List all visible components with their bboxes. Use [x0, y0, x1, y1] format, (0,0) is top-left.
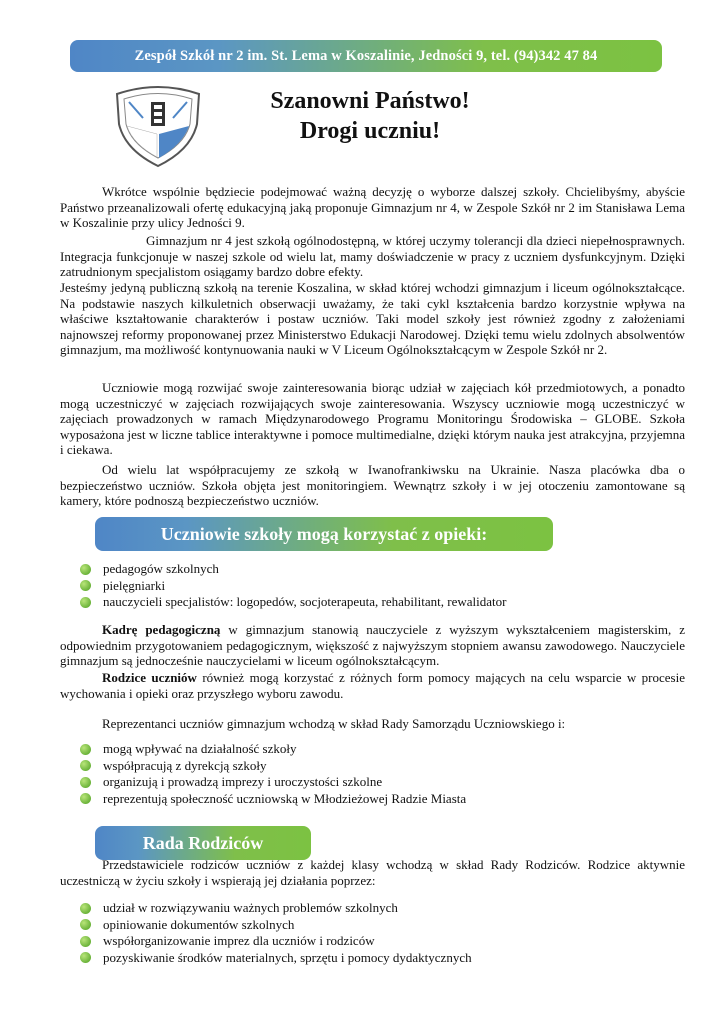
bullet-icon: [80, 793, 91, 804]
staff-paragraph: [60, 622, 685, 669]
parents-paragraph: [60, 670, 685, 701]
bullet-icon: [80, 597, 91, 608]
care-section-heading: [95, 517, 553, 551]
list-item-text: mogą wpływać na działalność szkoły: [103, 741, 297, 756]
bullet-icon: [80, 936, 91, 947]
council-list: [80, 741, 466, 807]
bullet-icon: [80, 919, 91, 930]
parents-council-intro-text: Przedstawiciele rodziców uczniów z każdej klasy wchodzą w skład Rady Rodziców. Rodzice aktywnie uczestniczą w życiu szkoły i wspierają jej działania poprzez:: [60, 857, 685, 888]
list-item: [80, 758, 466, 775]
list-item-text: współorganizowanie imprez dla uczniów i rodziców: [103, 933, 375, 948]
parents-bold-text: Rodzice uczniów: [102, 670, 197, 685]
list-item-text: pozyskiwanie środków materialnych, sprzętu i pomocy dydaktycznych: [103, 949, 472, 965]
list-item: [80, 561, 506, 578]
list-item: [80, 950, 472, 967]
list-item-text: współpracują z dyrekcją szkoły: [103, 757, 267, 773]
intro-p3-text: Jesteśmy jedyną publiczną szkołą na terenie Koszalina, w skład której wchodzi gimnazjum i liceum ogólnokształcące. Na podstawie naszych kilkuletnich obserwacji uważamy, że taki cykl kształcenia bardzo korzystnie wpływa na właściwe kształtowanie charakterów i postaw uczniów. Taki model szkoły jest również zgodny z założeniami najnowszej reformy proponowanej przez Ministerstwo Edukacji Narodowej. Dzięki temu wielu zdolnych absolwentów gimnazjum, ma możliwość kontynuowania nauki w V Liceum Ogólnokształcącym w Zespole Szkół nr 2.: [60, 280, 685, 358]
bullet-icon: [80, 564, 91, 575]
page-title: [210, 86, 530, 146]
list-item: [80, 791, 466, 808]
list-item-text: nauczycieli specjalistów: logopedów, socjoterapeuta, rehabilitant, rewalidator: [103, 594, 507, 609]
staff-text: w gimnazjum stanowią nauczyciele z wyższym wykształceniem magisterskim, z odpowiednim przygotowaniem pedagogicznym, większość z najwyższym stopniem awansu zawodowego. Nauczyciele gimnazjum są jednocześnie nauczycielami w liceum ogólnokształcącym.: [60, 622, 685, 669]
title-line-2: Drogi uczniu!: [299, 118, 441, 144]
care-heading-text: Uczniowie szkoły mogą korzystać z opieki:: [160, 523, 488, 544]
parents-council-list: [80, 900, 472, 966]
bullet-icon: [80, 744, 91, 755]
bullet-icon: [80, 580, 91, 591]
council-intro-text: Reprezentanci uczniów gimnazjum wchodzą w skład Rady Samorządu Uczniowskiego i:: [102, 716, 566, 731]
intro-paragraph-2: [60, 233, 685, 280]
school-crest-icon: [113, 84, 203, 168]
parents-council-intro: [60, 857, 685, 888]
list-item: [80, 900, 472, 917]
list-item: [80, 933, 472, 950]
intro-p4-text: Uczniowie mogą rozwijać swoje zainteresowania biorąc udział w zajęciach kół przedmiotowych, a ponadto mogą uczestniczyć w zajęciach rozwijających swoje zainteresowania. Wszyscy uczniowie mogą uczestniczyć w zajęciach prowadzonych w ramach Międzynarodowego Programu Monitoringu Środowiska – GLOBE. Szkoła wyposażona jest w liczne tablice interaktywne i pomoce multimedialne, dzięki którym nauka jest atrakcyjna, przyjemna i ciekawa.: [60, 380, 685, 458]
intro-p5-text: Od wielu lat współpracujemy ze szkołą w Iwanofrankiwsku na Ukrainie. Nasza placówka dba o bezpieczeństwo uczniów. Szkoła objęta jest monitoringiem. Wewnątrz szkoły i w jej otoczeniu zamontowane są kamery, które podnoszą bezpieczeństwo uczniów.: [60, 462, 685, 509]
bullet-icon: [80, 903, 91, 914]
intro-paragraph-5: [60, 462, 685, 509]
list-item: [80, 578, 506, 595]
intro-paragraph-1: [60, 184, 685, 231]
list-item: [80, 594, 506, 611]
parents-text: również mogą korzystać z różnych form pomocy mających na celu wsparcie w procesie wychowania i opieki oraz przyszłego wyboru zawodu.: [60, 670, 685, 701]
intro-paragraph-4: [60, 380, 685, 458]
list-item-text: organizują i prowadzą imprezy i uroczystości szkolne: [103, 774, 383, 789]
parents-council-heading: [95, 826, 311, 860]
list-item-text: opiniowanie dokumentów szkolnych: [103, 916, 295, 932]
list-item-text: udział w rozwiązywaniu ważnych problemów szkolnych: [103, 900, 398, 915]
bullet-icon: [80, 777, 91, 788]
header-banner: [70, 40, 662, 72]
list-item-text: pielęgniarki: [103, 577, 166, 593]
list-item-text: pedagogów szkolnych: [103, 561, 219, 576]
intro-p2-text: Gimnazjum nr 4 jest szkołą ogólnodostępną, w której uczymy tolerancji dla dzieci niepełnosprawnych. Integracja funkcjonuje w naszej szkole od wielu lat, mamy doświadczenie w pracy z uczniem dysfunkcyjnym. Dzięki zatrudnionym specjalistom osiągamy bardzo dobre efekty.: [60, 233, 685, 280]
list-item-text: reprezentują społeczność uczniowską w Młodzieżowej Radzie Miasta: [103, 790, 467, 806]
intro-paragraph-3: [60, 280, 685, 358]
title-line-1: Szanowni Państwo!: [270, 88, 470, 114]
staff-bold-text: Kadrę pedagogiczną: [102, 622, 221, 637]
bullet-icon: [80, 760, 91, 771]
parents-council-heading-text: Rada Rodziców: [142, 832, 264, 853]
list-item: [80, 741, 466, 758]
council-intro: [60, 716, 685, 732]
intro-p1-text: Wkrótce wspólnie będziecie podejmować ważną decyzję o wyborze dalszej szkoły. Chcielibyśmy, abyście Państwo przeanalizowali ofertę edukacyjną jaką proponuje Gimnazjum nr 4, w Zespole Szkół nr 2 im Stanisława Lema w Koszalinie przy ulicy Jedności 9.: [60, 184, 685, 231]
bullet-icon: [80, 952, 91, 963]
list-item: [80, 917, 472, 934]
header-banner-text: Zespół Szkół nr 2 im. St. Lema w Koszalinie, Jedności 9, tel. (94)342 47 84: [134, 47, 598, 64]
list-item: [80, 774, 466, 791]
care-list: [80, 561, 506, 611]
